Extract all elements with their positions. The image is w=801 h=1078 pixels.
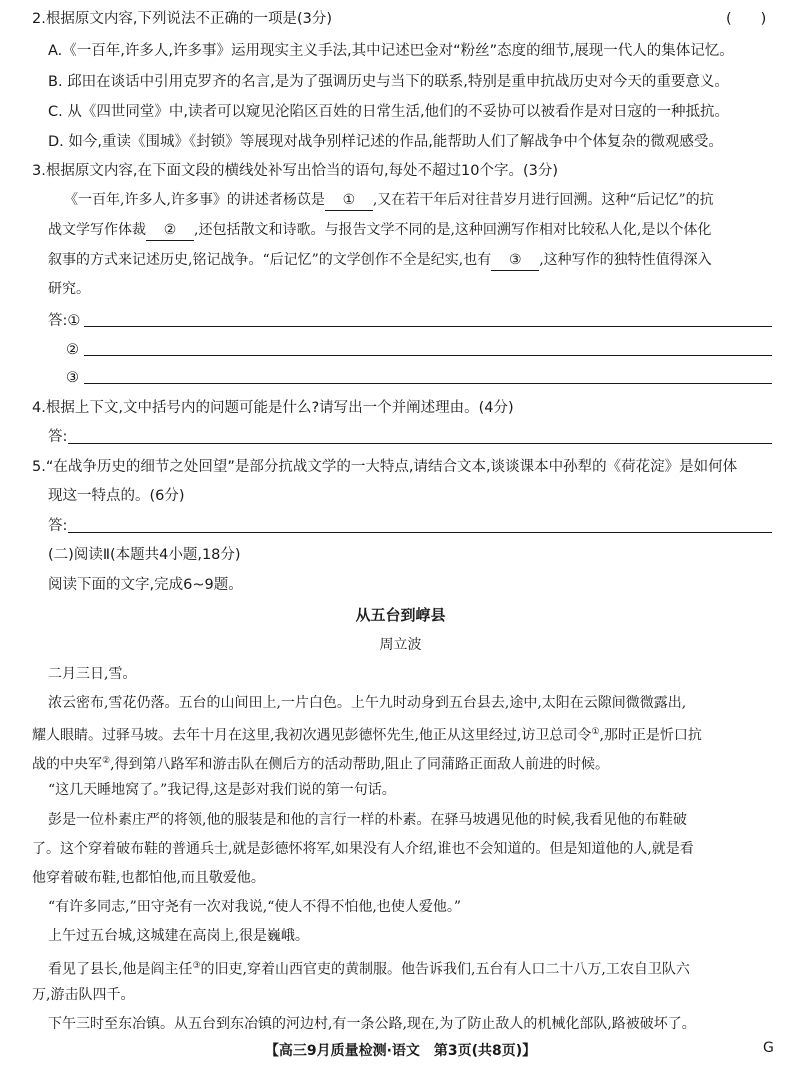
q2-option-a: A.《一百年,许多人,许多事》运用现实主义手法,其中记述巴金对“粉丝”态度的细节,展现一代人的集体记忆。 <box>48 43 734 59</box>
q4-answer-line[interactable] <box>68 443 772 444</box>
q2-option-c: C. 从《四世同堂》中,读者可以窥见沦陷区百姓的日常生活,他们的不妥协可以被看作是对日寇的一种抵抗。 <box>48 104 730 120</box>
answer-mark-1: ① <box>67 313 81 329</box>
q3-answer-line-1[interactable] <box>84 326 772 327</box>
q5-stem-line-2: 现这一特点的。(6分) <box>48 488 185 504</box>
q3-answer-line-2[interactable] <box>84 355 772 356</box>
article-date: 二月三日,雪。 <box>48 666 137 682</box>
q3-passage-line-4: 研究。 <box>48 281 90 297</box>
q3-passage-text: ,又在若干年后对往昔岁月进行回溯。这种“后记忆”的抗 <box>372 192 714 208</box>
q3-passage-text: ,这种写作的独特性值得深入 <box>539 252 712 268</box>
section2-instruction: 阅读下面的文字,完成6~9题。 <box>48 577 243 593</box>
answer-mark-2: ② <box>66 342 79 358</box>
q3-passage-text: ,还包括散文和诗歌。与报告文学不同的是,这种回溯写作相对比较私人化,是以个体化 <box>194 222 712 238</box>
article-text: ,得到第八路军和游击队在侧后方的活动帮助,阻止了同蒲路正面敌人前进的时候。 <box>110 756 609 773</box>
q2-answer-paren: ( ) <box>726 11 767 27</box>
q3-answer-label <box>48 311 80 331</box>
article-text: 看见了县长,他是阎主任 <box>48 961 193 978</box>
article-paragraph: 下午三时至东冶镇。从五台到东冶镇的河边村,有一条公路,现在,为了防止敌人的机械化部队,路被破坏了。 <box>48 1016 696 1032</box>
article-paragraph: 上午过五台城,这城建在高岗上,很是巍峨。 <box>48 928 309 944</box>
q3-blank-3[interactable]: ③ <box>491 250 539 271</box>
q4-answer-label: 答: <box>48 429 68 445</box>
article-paragraph <box>32 751 609 775</box>
footnote-marker-3: ③ <box>192 961 201 971</box>
q5-answer-line[interactable] <box>68 532 772 533</box>
paper-code: G <box>763 1040 774 1056</box>
article-title: 从五台到崞县 <box>355 606 446 624</box>
q5-stem-line-1: 5.“在战争历史的细节之处回望”是部分抗战文学的一大特点,请结合文本,谈谈课本中孙犁的《荷花淀》是如何体 <box>32 459 738 475</box>
article-paragraph: 彭是一位朴素庄严的将领,他的服装是和他的言行一样的朴素。在驿马坡遇见他的时候,我看见他的布鞋破 <box>48 812 687 828</box>
footnote-marker-2: ② <box>102 756 111 766</box>
footnote-marker-1: ① <box>591 727 600 737</box>
article-text: ,那时正是忻口抗 <box>599 727 702 744</box>
article-paragraph <box>48 956 690 980</box>
q3-blank-1[interactable]: ① <box>325 190 373 211</box>
article-text: 战的中央军 <box>32 756 102 773</box>
article-paragraph: 万,游击队四千。 <box>32 987 135 1003</box>
q3-passage-text: 战文学写作体裁 <box>48 222 146 238</box>
page-footer: 【高三9月质量检测·语文 第3页(共8页)】 <box>264 1043 537 1059</box>
q2-option-d: D. 如今,重读《围城》《封锁》等展现对战争别样记述的作品,能帮助人们了解战争中个体复杂的微观感受。 <box>48 134 723 150</box>
article-author: 周立波 <box>379 637 422 653</box>
article-paragraph <box>32 722 702 746</box>
q2-option-b: B. 邱田在谈话中引用克罗齐的名言,是为了强调历史与当下的联系,特别是重申抗战历史对今天的重要意义。 <box>48 74 729 90</box>
article-paragraph: “这几天睡地窝了。”我记得,这是彭对我们说的第一句话。 <box>48 782 396 798</box>
q3-passage-text: 叙事的方式来记述历史,铭记战争。“后记忆”的文学创作不全是纪实,也有 <box>48 252 492 268</box>
q5-answer-label: 答: <box>48 518 68 534</box>
q3-passage-text: 《一百年,许多人,许多事》的讲述者杨苡是 <box>64 192 325 208</box>
section2-heading: (二)阅读Ⅱ(本题共4小题,18分) <box>48 547 241 563</box>
article-paragraph: 了。这个穿着破布鞋的普通兵士,就是彭德怀将军,如果没有人介绍,谁也不会知道的。但是知道他的人,就是看 <box>32 841 694 857</box>
q3-passage-line-3 <box>48 250 712 271</box>
article-paragraph: “有许多同志,”田守尧有一次对我说,“使人不得不怕他,也使人爱他。” <box>48 899 461 915</box>
q3-stem: 3.根据原文内容,在下面文段的横线处补写出恰当的语句,每处不超过10个字。(3分) <box>32 163 559 179</box>
q3-blank-2[interactable]: ② <box>146 220 194 241</box>
q3-passage-line-1 <box>64 190 714 211</box>
article-text: 耀人眼睛。过驿马坡。去年十月在这里,我初次遇见彭德怀先生,他正从这里经过,访卫总司令 <box>32 727 592 744</box>
q3-answer-line-3[interactable] <box>84 383 772 384</box>
article-paragraph: 浓云密布,雪花仍落。五台的山间田上,一片白色。上午九时动身到五台县去,途中,太阳在云隙间微微露出, <box>48 695 687 711</box>
article-text: 的旧吏,穿着山西官吏的黄制服。他告诉我们,五台有人口二十八万,工农自卫队六 <box>200 961 690 978</box>
article-paragraph: 他穿着破布鞋,也都怕他,而且敬爱他。 <box>32 870 265 886</box>
q4-stem: 4.根据上下文,文中括号内的问题可能是什么?请写出一个并阐述理由。(4分) <box>32 400 514 416</box>
q2-stem: 2.根据原文内容,下列说法不正确的一项是(3分) <box>32 11 332 27</box>
answer-mark-3: ③ <box>66 370 79 386</box>
q3-passage-line-2 <box>48 220 711 241</box>
answer-prefix: 答: <box>48 313 68 329</box>
